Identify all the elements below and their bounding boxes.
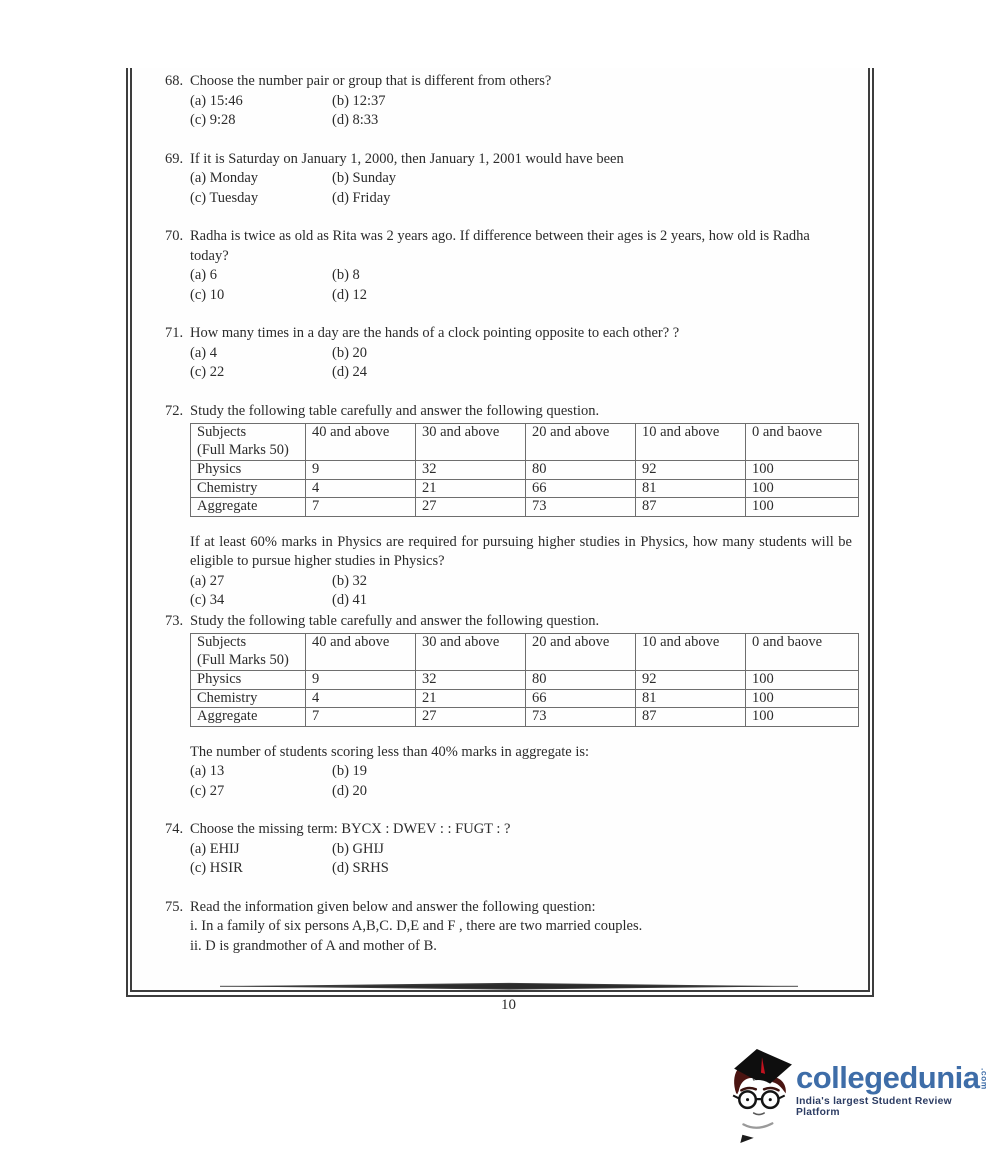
marks-table xyxy=(190,423,859,517)
table-row xyxy=(191,498,859,517)
table-cell: 27 xyxy=(416,708,526,727)
question-number: 68. xyxy=(165,73,184,89)
table-cell: 100 xyxy=(746,671,859,690)
table-cell: 32 xyxy=(416,671,526,690)
collegedunia-mascot-icon xyxy=(730,1048,794,1143)
table-cell: 73 xyxy=(526,498,636,517)
table-header-cell: 30 and above xyxy=(416,424,526,461)
option-d: (d) 24 xyxy=(332,364,368,380)
option-d: (d) 41 xyxy=(332,592,368,608)
table-header-cell: 40 and above xyxy=(306,424,416,461)
table-cell: 80 xyxy=(526,461,636,480)
question-number: 71. xyxy=(165,325,184,341)
table-row xyxy=(191,461,859,480)
table-header-row xyxy=(191,634,859,671)
option-d: (d) SRHS xyxy=(332,860,389,876)
table-cell: 9 xyxy=(306,671,416,690)
table-cell: 21 xyxy=(416,689,526,708)
option-c: (c) 34 xyxy=(190,592,225,608)
table-cell: 100 xyxy=(746,479,859,498)
table-header-row xyxy=(191,424,859,461)
question-number: 75. xyxy=(165,898,184,915)
option-d: (d) 20 xyxy=(332,782,368,799)
table-header-cell: 40 and above xyxy=(306,634,416,671)
marks-table xyxy=(190,633,859,727)
table-cell: 80 xyxy=(526,671,636,690)
table-cell: 81 xyxy=(636,689,746,708)
question-number: 74. xyxy=(165,821,184,837)
question-70 xyxy=(165,227,852,305)
table-cell: 92 xyxy=(636,461,746,480)
table-cell: Chemistry xyxy=(191,479,306,498)
options-73 xyxy=(190,762,852,801)
option-a: (a) 13 xyxy=(190,763,225,779)
table-cell: 4 xyxy=(306,689,416,708)
page-number: 10 xyxy=(501,997,516,1013)
question-text: Radha is twice as old as Rita was 2 years ago. If difference between their ages is 2 years, how old is Radha today? xyxy=(190,228,810,264)
divider-rule xyxy=(165,978,852,996)
option-a: (a) 15:46 xyxy=(190,92,243,109)
option-a: (a) 4 xyxy=(190,344,217,361)
table-header-subjects: Subjects (Full Marks 50) xyxy=(191,424,306,461)
table-cell: 73 xyxy=(526,708,636,727)
option-a: (a) 27 xyxy=(190,572,225,589)
option-d: (d) 8:33 xyxy=(332,112,379,128)
question-text: Study the following table carefully and answer the following question. xyxy=(190,612,600,629)
brand-tagline: India's largest Student Review Platform xyxy=(796,1096,952,1118)
table-cell: 100 xyxy=(746,498,859,517)
table-cell: 7 xyxy=(306,708,416,727)
question-71 xyxy=(165,324,852,383)
option-b: (b) 32 xyxy=(332,572,368,589)
table-header-cell: 20 and above xyxy=(526,634,636,671)
question-number: 73. xyxy=(165,612,184,629)
table-row xyxy=(191,689,859,708)
option-c: (c) HSIR xyxy=(190,860,243,876)
option-a: (a) 6 xyxy=(190,267,217,283)
table-header-cell: 0 and baove xyxy=(746,424,859,461)
option-c: (c) Tuesday xyxy=(190,189,259,206)
option-b: (b) GHIJ xyxy=(332,840,384,857)
option-b: (b) 19 xyxy=(332,763,368,779)
table-cell: Physics xyxy=(191,671,306,690)
table-cell: Physics xyxy=(191,461,306,480)
option-b: (b) 20 xyxy=(332,344,368,361)
question-statement: The number of students scoring less than 40% marks in aggregate is: xyxy=(190,743,590,760)
sub-item-ii: ii. D is grandmother of A and mother of B. xyxy=(190,937,437,954)
option-c: (c) 10 xyxy=(190,286,225,303)
question-text: If it is Saturday on January 1, 2000, then January 1, 2001 would have been xyxy=(190,150,624,167)
option-a: (a) EHIJ xyxy=(190,840,240,857)
table-cell: 100 xyxy=(746,689,859,708)
table-header-cell: 30 and above xyxy=(416,634,526,671)
question-73 xyxy=(165,612,852,802)
question-text: Read the information given below and answer the following question: xyxy=(190,898,596,915)
question-text: Choose the missing term: BYCX : DWEV : : FUGT : ? xyxy=(190,821,511,837)
table-header-cell: 10 and above xyxy=(636,634,746,671)
table-cell: 27 xyxy=(416,498,526,517)
table-row xyxy=(191,708,859,727)
options-71 xyxy=(190,344,852,383)
question-74 xyxy=(165,820,852,879)
option-b: (b) 8 xyxy=(332,267,360,283)
option-d: (d) 12 xyxy=(332,286,368,303)
option-b: (b) 12:37 xyxy=(332,92,386,109)
option-b: (b) Sunday xyxy=(332,170,397,186)
brand-tld: .com xyxy=(979,1068,990,1090)
table-cell: 92 xyxy=(636,671,746,690)
options-72 xyxy=(190,572,852,611)
table-cell: 21 xyxy=(416,479,526,498)
table-cell: 81 xyxy=(636,479,746,498)
table-cell: 100 xyxy=(746,708,859,727)
question-text: Choose the number pair or group that is different from others? xyxy=(190,73,552,89)
brand-text: collegedunia xyxy=(796,1060,980,1095)
table-cell: 32 xyxy=(416,461,526,480)
collegedunia-logo xyxy=(730,1048,992,1148)
table-cell: 87 xyxy=(636,708,746,727)
option-d: (d) Friday xyxy=(332,189,391,206)
table-cell: Chemistry xyxy=(191,689,306,708)
question-text: How many times in a day are the hands of a clock pointing opposite to each other? ? xyxy=(190,325,680,341)
options-70 xyxy=(190,266,852,305)
question-statement: If at least 60% marks in Physics are required for pursuing higher studies in Physics, how many students will be eligible to pursue higher studies in Physics? xyxy=(190,533,852,569)
options-68 xyxy=(190,92,852,131)
table-header-cell: 20 and above xyxy=(526,424,636,461)
table-cell: 9 xyxy=(306,461,416,480)
table-row xyxy=(191,671,859,690)
table-cell: 66 xyxy=(526,689,636,708)
exam-page xyxy=(126,68,874,1013)
table-header-cell: 10 and above xyxy=(636,424,746,461)
table-cell: 66 xyxy=(526,479,636,498)
option-c: (c) 27 xyxy=(190,782,225,799)
table-header-subjects: Subjects (Full Marks 50) xyxy=(191,634,306,671)
table-cell: Aggregate xyxy=(191,498,306,517)
table-header-cell: 0 and baove xyxy=(746,634,859,671)
question-72 xyxy=(165,402,852,611)
question-number: 72. xyxy=(165,402,184,419)
table-cell: 7 xyxy=(306,498,416,517)
options-69 xyxy=(190,169,852,208)
question-69 xyxy=(165,150,852,209)
question-number: 70. xyxy=(165,228,184,244)
options-74 xyxy=(190,840,852,879)
option-c: (c) 22 xyxy=(190,364,225,380)
question-68 xyxy=(165,72,852,131)
option-a: (a) Monday xyxy=(190,170,259,186)
tapered-rule-graphic xyxy=(220,982,798,991)
table-cell: Aggregate xyxy=(191,708,306,727)
question-75 xyxy=(165,898,852,957)
sub-item-i: i. In a family of six persons A,B,C. D,E and F , there are two married couples. xyxy=(190,918,643,934)
table-cell: 100 xyxy=(746,461,859,480)
table-cell: 4 xyxy=(306,479,416,498)
table-cell: 87 xyxy=(636,498,746,517)
option-c: (c) 9:28 xyxy=(190,112,236,128)
question-number: 69. xyxy=(165,150,184,167)
question-text: Study the following table carefully and answer the following question. xyxy=(190,402,600,419)
table-row xyxy=(191,479,859,498)
